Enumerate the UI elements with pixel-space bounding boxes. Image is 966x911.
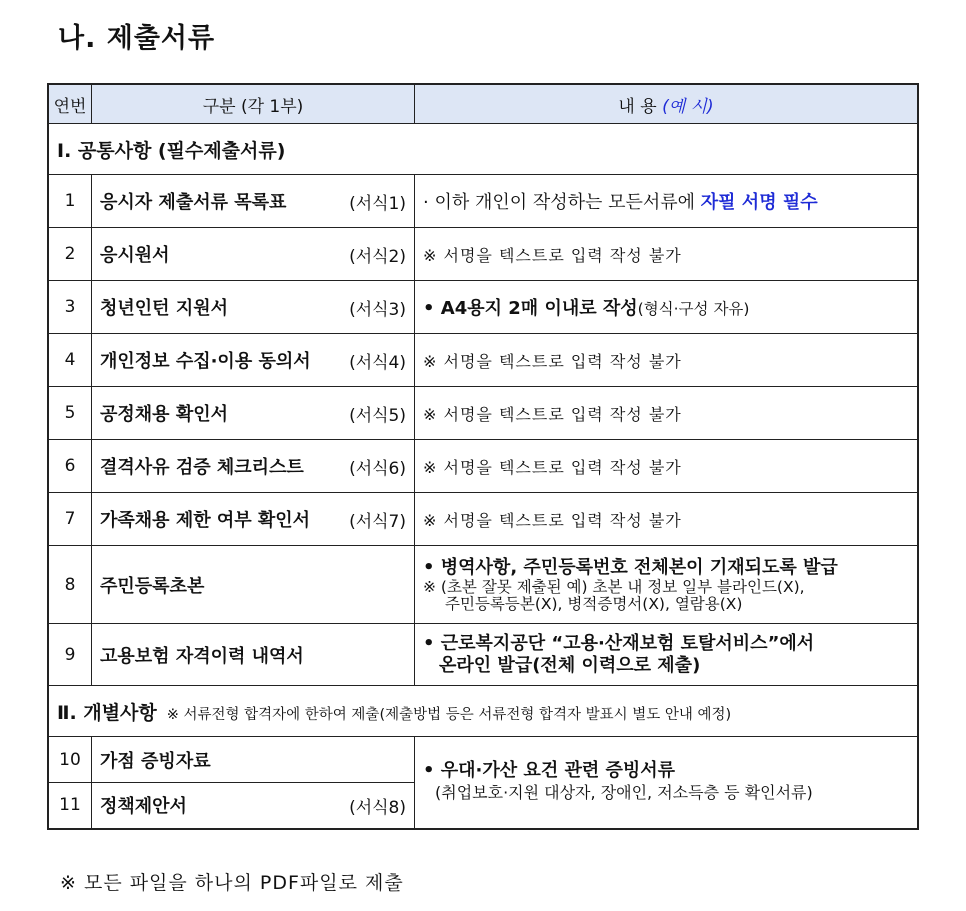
- table-row: [48, 737, 918, 783]
- row-no: 2: [48, 228, 92, 281]
- table-row: [48, 387, 918, 440]
- row-no: 4: [48, 334, 92, 387]
- row-desc: ※ 서명을 텍스트로 입력 작성 불가: [415, 334, 919, 387]
- row-no: 7: [48, 493, 92, 546]
- row-name: 응시자 제출서류 목록표 (서식1): [92, 175, 415, 228]
- section-row: [48, 124, 918, 175]
- row-name: 청년인턴 지원서 (서식3): [92, 281, 415, 334]
- row-desc: • 근로복지공단 “고용·산재보험 토탈서비스”에서 온라인 발급(전체 이력으로 제출): [415, 624, 919, 686]
- header-content: 내 용 (예 시): [415, 84, 919, 124]
- row-desc: ※ 서명을 텍스트로 입력 작성 불가: [415, 440, 919, 493]
- table-header-row: [48, 84, 918, 124]
- documents-table: [47, 83, 919, 830]
- row-name: 응시원서 (서식2): [92, 228, 415, 281]
- row-desc: · 이하 개인이 작성하는 모든서류에 자필 서명 필수: [415, 175, 919, 228]
- row-no: 8: [48, 546, 92, 624]
- row-desc: • A4용지 2매 이내로 작성(형식·구성 자유): [415, 281, 919, 334]
- section-note: ※ 서류전형 합격자에 한하여 제출(제출방법 등은 서류전형 합격자 발표시 별도 안내 예정): [166, 706, 732, 723]
- row-desc: ※ 서명을 텍스트로 입력 작성 불가: [415, 387, 919, 440]
- row-name: 개인정보 수집·이용 동의서 (서식4): [92, 334, 415, 387]
- row-desc: ※ 서명을 텍스트로 입력 작성 불가: [415, 228, 919, 281]
- row-name: 결격사유 검증 체크리스트 (서식6): [92, 440, 415, 493]
- row-no: 11: [48, 783, 92, 829]
- table-row: [48, 281, 918, 334]
- row-no: 5: [48, 387, 92, 440]
- table-row: [48, 624, 918, 686]
- row-name: 공정채용 확인서 (서식5): [92, 387, 415, 440]
- row-name: 가족채용 제한 여부 확인서 (서식7): [92, 493, 415, 546]
- table-row: [48, 228, 918, 281]
- header-category: 구분 (각 1부): [92, 84, 415, 124]
- footer-note: ※ 모든 파일을 하나의 PDF파일로 제출: [60, 872, 404, 894]
- row-desc: ※ 서명을 텍스트로 입력 작성 불가: [415, 493, 919, 546]
- table-row: [48, 493, 918, 546]
- row-desc: • 병역사항, 주민등록번호 전체본이 기재되도록 발급 ※ (초본 잘못 제출된 예) 초본 내 정보 일부 블라인드(X), 주민등록등본(X), 병적증명서(X), 열람용(X): [415, 546, 919, 624]
- row-no: 6: [48, 440, 92, 493]
- row-no: 1: [48, 175, 92, 228]
- section-heading: 나. 제출서류: [58, 23, 216, 54]
- row-no: 3: [48, 281, 92, 334]
- section-title: Ⅰ. 공통사항 (필수제출서류): [48, 124, 918, 175]
- section-title: Ⅱ. 개별사항 ※ 서류전형 합격자에 한하여 제출(제출방법 등은 서류전형 합격자 발표시 별도 안내 예정): [48, 686, 918, 737]
- row-name: 정책제안서 (서식8): [92, 783, 415, 829]
- row-no: 10: [48, 737, 92, 783]
- row-name: 가점 증빙자료: [92, 737, 415, 783]
- row-no: 9: [48, 624, 92, 686]
- table-row: [48, 546, 918, 624]
- table-row: [48, 334, 918, 387]
- header-content-example: (예 시): [662, 96, 714, 117]
- section-row: [48, 686, 918, 737]
- table-row: [48, 175, 918, 228]
- row-name: 주민등록초본: [92, 546, 415, 624]
- row-desc: • 우대·가산 요건 관련 증빙서류 (취업보호·지원 대상자, 장애인, 저소득층 등 확인서류): [415, 737, 919, 829]
- row-name: 고용보험 자격이력 내역서: [92, 624, 415, 686]
- header-no: 연번: [48, 84, 92, 124]
- table-row: [48, 440, 918, 493]
